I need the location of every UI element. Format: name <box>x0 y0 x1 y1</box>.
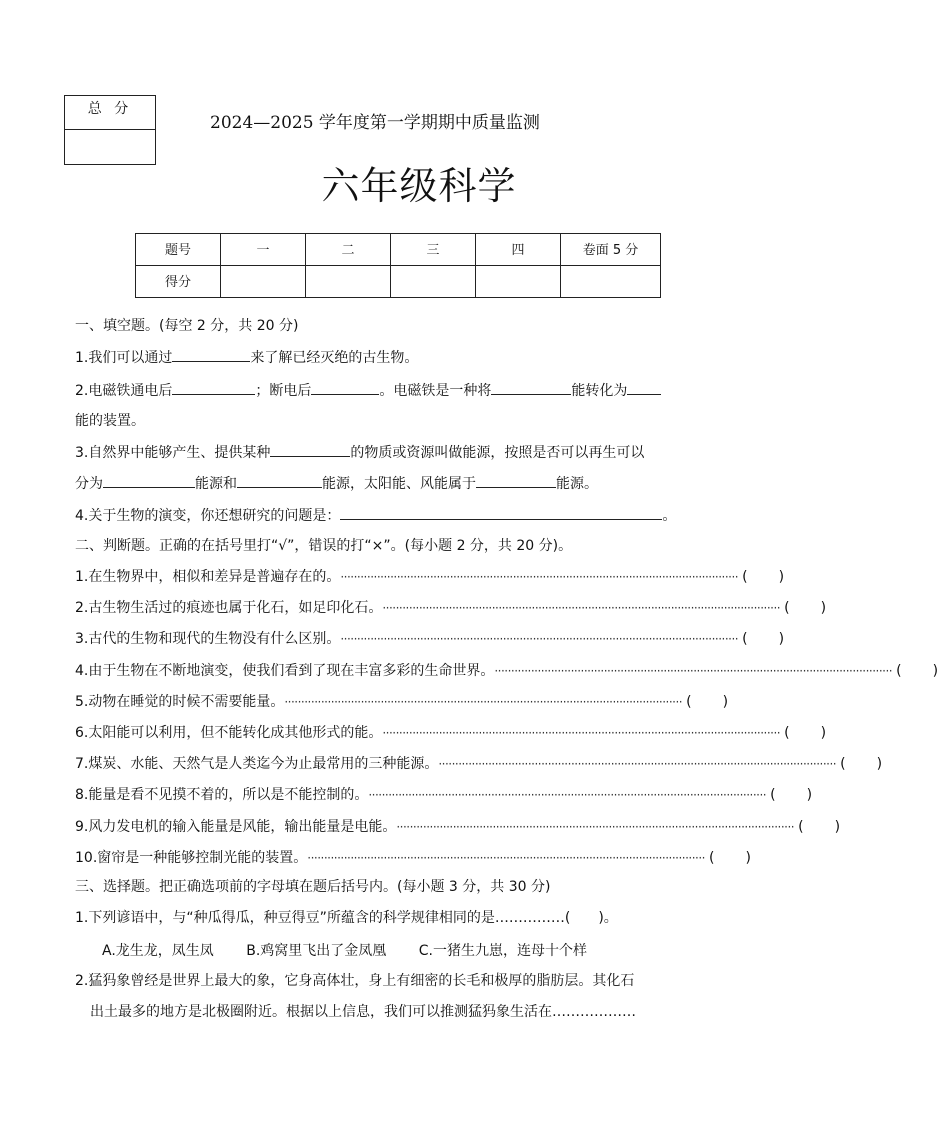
open-paren: ( <box>896 662 902 679</box>
open-paren: ( <box>784 725 790 741</box>
score-cell-field[interactable] <box>391 266 476 298</box>
answer-blank[interactable] <box>340 505 662 520</box>
question-text: 1.在生物界中，相似和差异是普遍存在的。 <box>75 569 341 585</box>
close-paren: ) <box>834 818 841 835</box>
question-text: 能源和 <box>195 476 237 492</box>
question-text: 2.电磁铁通电后 <box>75 383 173 399</box>
question-text: ；断电后 <box>255 383 312 399</box>
score-cell-header: 三 <box>391 234 476 266</box>
fill-question-2-cont: 能的装置。 <box>75 413 145 429</box>
score-cell-label: 得分 <box>136 266 221 298</box>
true-false-item <box>75 598 827 618</box>
score-cell-field[interactable] <box>561 266 661 298</box>
leader-dots: ························································································································ <box>494 663 893 678</box>
score-cell-field[interactable] <box>476 266 561 298</box>
answer-parentheses[interactable] <box>892 661 938 681</box>
leader-dots: ························································································································ <box>284 694 683 709</box>
question-text: 3.自然界中能够产生、提供某种 <box>75 445 271 461</box>
close-paren: ) <box>806 787 813 804</box>
open-paren: ( <box>784 600 790 617</box>
question-text: 6.太阳能可以利用，但不能转化成其他形式的能。 <box>75 725 383 741</box>
true-false-item <box>75 754 883 774</box>
score-table-header-row <box>136 234 661 266</box>
answer-parentheses[interactable] <box>738 567 784 587</box>
open-paren: ( <box>840 756 846 773</box>
true-false-item <box>75 661 938 681</box>
total-score-label: 总 分 <box>65 96 155 130</box>
true-false-item <box>75 785 813 805</box>
answer-parentheses[interactable] <box>766 785 812 805</box>
answer-blank[interactable] <box>103 473 195 488</box>
answer-parentheses[interactable] <box>682 692 728 712</box>
question-text: 来了解已经灭绝的古生物。 <box>250 350 419 366</box>
question-text: 能源，太阳能、风能属于 <box>322 476 476 492</box>
close-paren: ) <box>745 849 751 866</box>
answer-blank[interactable] <box>172 347 250 362</box>
true-false-item <box>75 817 841 837</box>
question-text: 10.窗帘是一种能够控制光能的装置。 <box>75 849 308 866</box>
leader-dots: ························································································································ <box>438 757 837 772</box>
exam-title: 六年级科学 <box>321 164 517 208</box>
question-text: 能转化为 <box>571 383 628 399</box>
true-false-item <box>75 567 785 587</box>
option-b[interactable]: B.鸡窝里飞出了金凤凰 <box>246 943 387 959</box>
answer-parentheses[interactable] <box>705 848 751 868</box>
question-text: 8.能量是看不见摸不着的，所以是不能控制的。 <box>75 787 369 804</box>
answer-blank[interactable] <box>172 380 255 395</box>
score-cell-label: 题号 <box>136 234 221 266</box>
score-table <box>135 233 661 298</box>
question-text: 能源。 <box>556 476 598 492</box>
close-paren: ) <box>820 725 827 741</box>
answer-blank[interactable] <box>237 473 322 488</box>
fill-question-3-cont <box>75 473 598 493</box>
true-false-item <box>75 629 785 649</box>
score-cell-field[interactable] <box>221 266 306 298</box>
choice-question-1-options <box>102 940 615 960</box>
question-text: 1.我们可以通过 <box>75 350 173 366</box>
answer-blank[interactable] <box>476 473 556 488</box>
question-text: 5.动物在睡觉的时候不需要能量。 <box>75 693 285 710</box>
fill-question-3 <box>75 442 644 462</box>
question-text: 9.风力发电机的输入能量是风能，输出能量是电能。 <box>75 818 397 835</box>
score-cell-header: 四 <box>476 234 561 266</box>
leader-dots: ························································································································ <box>396 819 795 834</box>
open-paren: ( <box>770 787 776 804</box>
close-paren: ) <box>820 600 827 617</box>
answer-parentheses[interactable] <box>780 598 826 618</box>
close-paren: ) <box>778 569 785 585</box>
section3-heading: 三、选择题。把正确选项前的字母填在题后括号内。(每小题 3 分，共 30 分) <box>75 879 551 895</box>
score-cell-field[interactable] <box>306 266 391 298</box>
open-paren: ( <box>742 569 748 585</box>
leader-dots: ························································································································ <box>340 632 739 647</box>
exam-year-line: 2024—2025 学年度第一学期期中质量监测 <box>210 113 540 133</box>
leader-dots: ························································································································ <box>307 850 705 865</box>
answer-blank[interactable] <box>270 442 350 457</box>
fill-question-1 <box>75 347 418 367</box>
question-text: 4.由于生物在不断地演变，使我们看到了现在丰富多彩的生命世界。 <box>75 662 495 679</box>
open-paren: ( <box>798 818 804 835</box>
fill-question-4 <box>75 505 676 525</box>
question-text: 7.煤炭、水能、天然气是人类迄今为止最常用的三种能源。 <box>75 756 439 773</box>
answer-parentheses[interactable] <box>738 629 784 649</box>
score-table-score-row <box>136 266 661 298</box>
score-cell-header: 二 <box>306 234 391 266</box>
answer-blank[interactable] <box>491 380 571 395</box>
question-text: 分为 <box>75 476 103 492</box>
answer-parentheses[interactable] <box>794 817 840 837</box>
choice-question-2: 2.猛犸象曾经是世界上最大的象，它身高体壮，身上有细密的长毛和极厚的脂肪层。其化石 <box>75 973 635 989</box>
leader-dots: ························································································································ <box>368 788 767 803</box>
fill-question-2 <box>75 380 661 400</box>
open-paren: ( <box>686 693 692 710</box>
true-false-item <box>75 692 729 712</box>
open-paren: ( <box>742 631 748 648</box>
open-paren: ( <box>709 849 715 866</box>
question-text: 4.关于生物的演变，你还想研究的问题是： <box>75 508 341 524</box>
close-paren: ) <box>932 662 938 679</box>
leader-dots: ························································································································ <box>382 601 781 616</box>
option-c[interactable]: C.一猪生九崽，连母十个样 <box>418 943 587 959</box>
leader-dots: ························································································································ <box>340 570 739 584</box>
question-text: 。电磁铁是一种将 <box>379 383 492 399</box>
question-text: 。 <box>662 508 677 524</box>
close-paren: ) <box>778 631 785 648</box>
choice-question-1: 1.下列谚语中，与“种瓜得瓜，种豆得豆”所蕴含的科学规律相同的是……………( )。 <box>75 910 618 926</box>
score-cell-header: 卷面 5 分 <box>561 234 661 266</box>
score-cell-header: 一 <box>221 234 306 266</box>
section2-heading: 二、判断题。正确的在括号里打“√”，错误的打“×”。(每小题 2 分，共 20 分)。 <box>75 538 573 554</box>
question-text: 的物质或资源叫做能源，按照是否可以再生可以 <box>350 445 645 461</box>
true-false-item <box>75 723 827 743</box>
answer-parentheses[interactable] <box>780 723 826 743</box>
question-text: 3.古代的生物和现代的生物没有什么区别。 <box>75 631 341 648</box>
question-text: 2.古生物生活过的痕迹也属于化石，如足印化石。 <box>75 600 383 617</box>
answer-blank[interactable] <box>627 380 661 395</box>
answer-parentheses[interactable] <box>836 754 882 774</box>
choice-question-2-cont: 出土最多的地方是北极圈附近。根据以上信息，我们可以推测猛犸象生活在……………… <box>90 1004 636 1020</box>
close-paren: ) <box>722 693 729 710</box>
leader-dots: ························································································································ <box>382 726 781 740</box>
section1-heading: 一、填空题。(每空 2 分，共 20 分) <box>75 318 299 334</box>
close-paren: ) <box>876 756 883 773</box>
option-a[interactable]: A.龙生龙，凤生凤 <box>102 943 214 959</box>
true-false-item <box>75 848 751 868</box>
answer-blank[interactable] <box>311 380 379 395</box>
